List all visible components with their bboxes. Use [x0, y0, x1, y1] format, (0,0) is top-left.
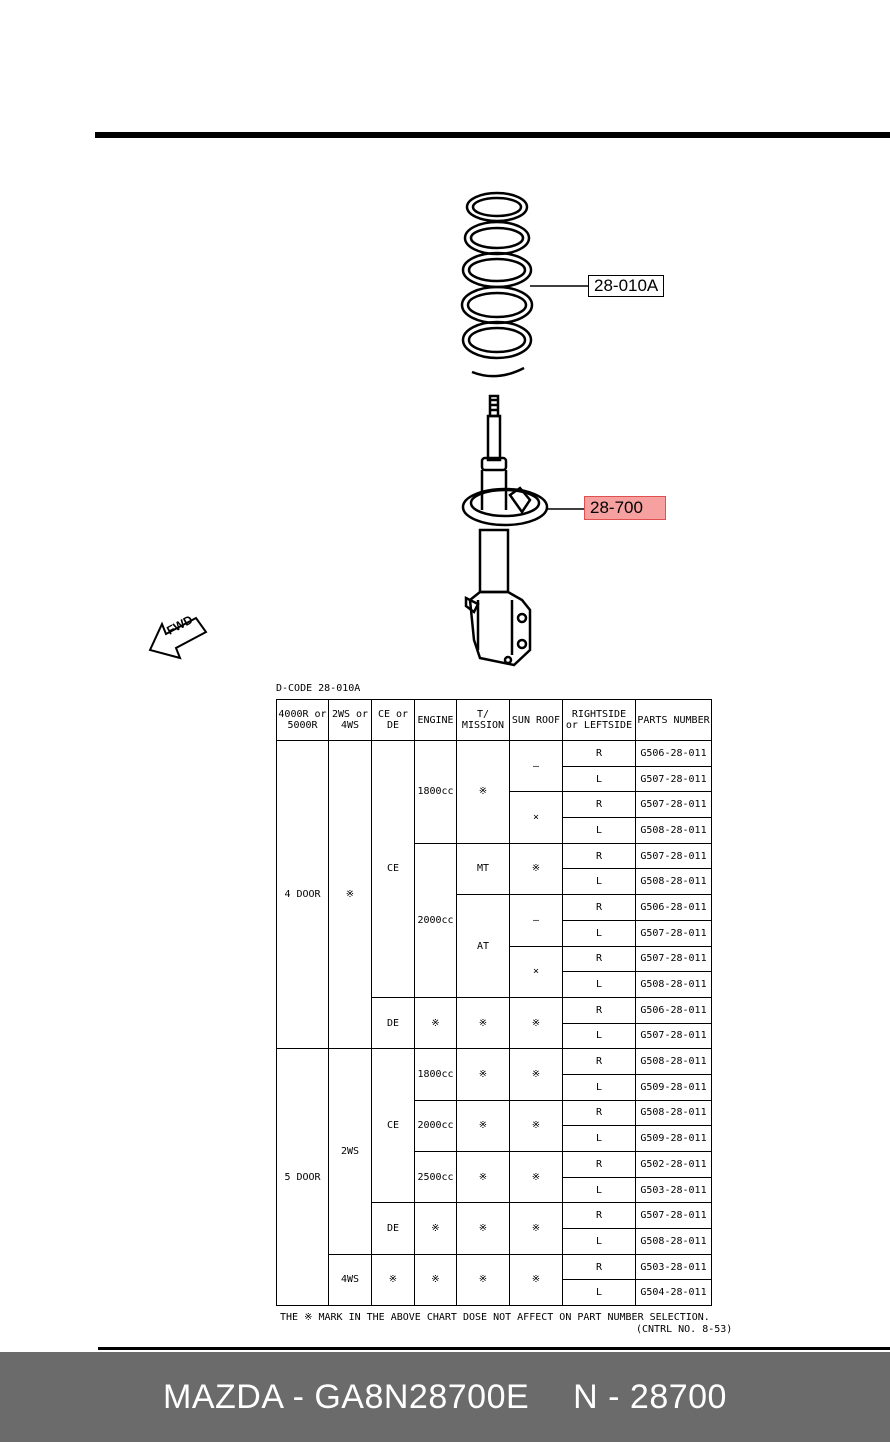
cell-door: 4 DOOR [277, 741, 329, 1049]
cell-engine: 1800cc [415, 741, 457, 844]
cell-side: R [563, 1100, 636, 1126]
cell-sunroof: – [510, 895, 563, 946]
coil-spring-drawing [462, 193, 532, 376]
col-header-side: RIGHTSIDE or LEFTSIDE [563, 700, 636, 741]
cell-part-number: G507-28-011 [636, 1023, 712, 1049]
parts-number-table [276, 699, 712, 1306]
shock-absorber-drawing [463, 396, 547, 665]
cell-side: L [563, 972, 636, 998]
cell-part-number: G508-28-011 [636, 818, 712, 844]
cell-sunroof: ※ [510, 1152, 563, 1203]
footer-brand-part-number: MAZDA - GA8N28700E [163, 1377, 530, 1416]
col-header-ws: 2WS or 4WS [329, 700, 372, 741]
cell-door: 5 DOOR [277, 1049, 329, 1306]
cell-part-number: G504-28-011 [636, 1280, 712, 1306]
cell-ce-de: CE [372, 741, 415, 998]
cell-sunroof: ※ [510, 1203, 563, 1254]
cell-side: R [563, 1049, 636, 1075]
cell-transmission: ※ [457, 1049, 510, 1100]
cell-side: R [563, 1203, 636, 1229]
cell-side: L [563, 1074, 636, 1100]
cell-side: R [563, 946, 636, 972]
cell-transmission: ※ [457, 1152, 510, 1203]
cell-side: L [563, 869, 636, 895]
cell-transmission: ※ [457, 997, 510, 1048]
cell-side: R [563, 792, 636, 818]
footer-bar [0, 1352, 890, 1442]
col-header-doors: 4000R or 5000R [277, 700, 329, 741]
fwd-label: FWD [164, 612, 196, 638]
cell-part-number: G502-28-011 [636, 1152, 712, 1178]
cell-ws: 2WS [329, 1049, 372, 1255]
cell-part-number: G508-28-011 [636, 972, 712, 998]
cell-part-number: G507-28-011 [636, 766, 712, 792]
cell-sunroof: ※ [510, 1100, 563, 1151]
cell-ws: 4WS [329, 1254, 372, 1305]
cell-sunroof: × [510, 792, 563, 843]
col-header-parts-number: PARTS NUMBER [636, 700, 712, 741]
cell-side: R [563, 741, 636, 767]
table-header-row [277, 700, 712, 741]
cell-ce-de: CE [372, 1049, 415, 1203]
cell-part-number: G508-28-011 [636, 1229, 712, 1255]
cell-sunroof: ※ [510, 1049, 563, 1100]
col-header-sun-roof: SUN ROOF [510, 700, 563, 741]
callout-strut-part-highlighted[interactable]: 28-700 [584, 496, 666, 520]
footer-reference-number: N - 28700 [573, 1377, 727, 1416]
cell-part-number: G507-28-011 [636, 1203, 712, 1229]
cell-part-number: G508-28-011 [636, 1049, 712, 1075]
cell-side: R [563, 1254, 636, 1280]
cell-side: R [563, 1152, 636, 1178]
cell-side: L [563, 1177, 636, 1203]
cell-transmission: AT [457, 895, 510, 998]
cell-side: L [563, 920, 636, 946]
cell-sunroof: ※ [510, 997, 563, 1048]
cell-sunroof: – [510, 741, 563, 792]
bottom-rule [98, 1347, 890, 1350]
cell-engine: ※ [415, 997, 457, 1048]
cell-engine: 2000cc [415, 843, 457, 997]
cell-part-number: G503-28-011 [636, 1254, 712, 1280]
cell-part-number: G506-28-011 [636, 895, 712, 921]
col-header-engine: ENGINE [415, 700, 457, 741]
cell-part-number: G503-28-011 [636, 1177, 712, 1203]
cell-engine: 2500cc [415, 1152, 457, 1203]
cell-part-number: G508-28-011 [636, 869, 712, 895]
cell-engine: 1800cc [415, 1049, 457, 1100]
cell-part-number: G507-28-011 [636, 843, 712, 869]
cell-part-number: G507-28-011 [636, 920, 712, 946]
col-header-ce-de: CE or DE [372, 700, 415, 741]
cell-ce-de: DE [372, 1203, 415, 1254]
table-row [277, 1049, 712, 1075]
cell-engine: 2000cc [415, 1100, 457, 1151]
cell-transmission: ※ [457, 1100, 510, 1151]
cell-part-number: G509-28-011 [636, 1074, 712, 1100]
strut-assembly-illustration [0, 0, 890, 700]
cell-transmission: ※ [457, 741, 510, 844]
col-header-transmission: T/ MISSION [457, 700, 510, 741]
cell-part-number: G506-28-011 [636, 741, 712, 767]
cell-part-number: G507-28-011 [636, 792, 712, 818]
cell-side: L [563, 818, 636, 844]
cell-side: L [563, 766, 636, 792]
cell-transmission: ※ [457, 1254, 510, 1305]
cell-side: L [563, 1023, 636, 1049]
cell-ce-de: ※ [372, 1254, 415, 1305]
cell-part-number: G507-28-011 [636, 946, 712, 972]
cell-ce-de: DE [372, 997, 415, 1048]
cell-side: L [563, 1229, 636, 1255]
cell-sunroof: × [510, 946, 563, 997]
cell-transmission: ※ [457, 1203, 510, 1254]
cell-ws: ※ [329, 741, 372, 1049]
callout-spring-part[interactable]: 28-010A [588, 275, 664, 297]
cell-sunroof: ※ [510, 843, 563, 894]
cell-part-number: G506-28-011 [636, 997, 712, 1023]
table-row [277, 741, 712, 767]
table-row [277, 1254, 712, 1280]
control-number: (CNTRL NO. 8-53) [636, 1324, 733, 1335]
footer-text [163, 1378, 727, 1417]
cell-engine: ※ [415, 1254, 457, 1305]
cell-part-number: G508-28-011 [636, 1100, 712, 1126]
cell-part-number: G509-28-011 [636, 1126, 712, 1152]
cell-transmission: MT [457, 843, 510, 894]
cell-sunroof: ※ [510, 1254, 563, 1305]
dcode-label: D-CODE 28-010A [276, 683, 361, 694]
table-footnote: THE ※ MARK IN THE ABOVE CHART DOSE NOT AFFECT ON PART NUMBER SELECTION. [280, 1312, 710, 1323]
cell-side: R [563, 843, 636, 869]
cell-side: R [563, 997, 636, 1023]
cell-engine: ※ [415, 1203, 457, 1254]
cell-side: L [563, 1126, 636, 1152]
cell-side: L [563, 1280, 636, 1306]
cell-side: R [563, 895, 636, 921]
